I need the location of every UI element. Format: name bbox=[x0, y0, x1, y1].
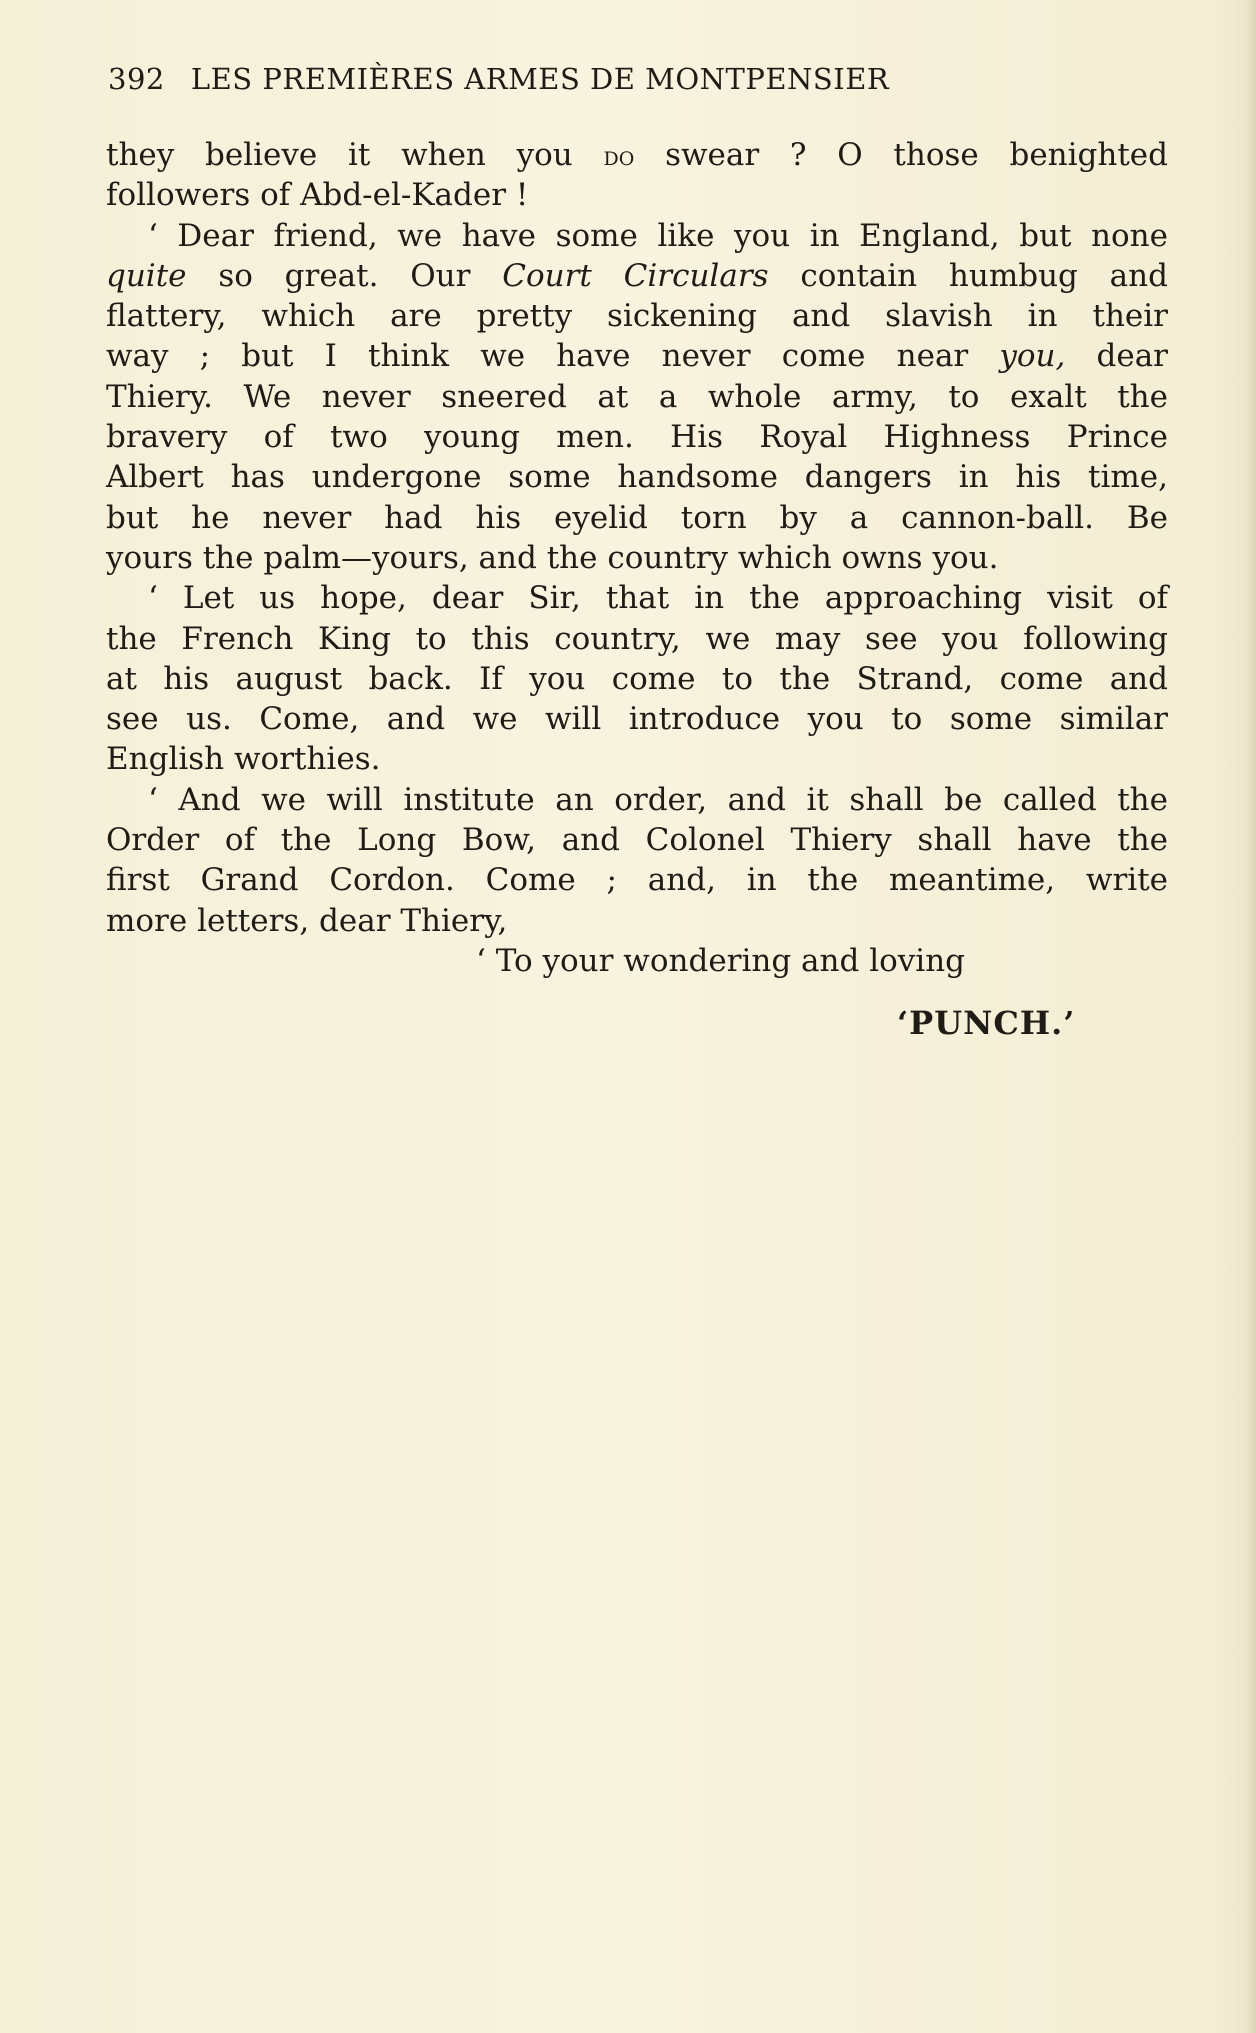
text-line-20: more letters, dear Thiery, bbox=[106, 902, 508, 939]
text-line-16: English worthies. bbox=[106, 741, 381, 778]
text-line-18: Order of the Long Bow, and Colonel Thiery shall have the bbox=[106, 822, 1168, 859]
running-header bbox=[108, 62, 1168, 96]
signature-punch: ‘PUNCH.’ bbox=[897, 1004, 1076, 1042]
text-line-19: first Grand Cordon. Come ; and, in the meantime, write bbox=[106, 862, 1168, 899]
text-line-1: they believe it when you do swear ? O those benighted bbox=[106, 137, 1168, 173]
text-line-13: the French King to this country, we may see you following bbox=[106, 620, 1168, 657]
text-line-10: but he never had his eyelid torn by a cannon-ball. Be bbox=[106, 499, 1168, 536]
text-line-17: ‘ And we will institute an order, and it shall be called the bbox=[148, 781, 1168, 818]
letter-text bbox=[106, 135, 1168, 981]
text-line-15: see us. Come, and we will introduce you to some similar bbox=[106, 701, 1168, 738]
text-line-3: ‘ Dear friend, we have some like you in England, but none bbox=[148, 217, 1168, 254]
page-edge-shadow bbox=[1246, 0, 1256, 2033]
text-line-4: quite so great. Our Court Circulars contain humbug and bbox=[106, 257, 1168, 294]
text-line-2: followers of Abd-el-Kader ! bbox=[106, 177, 529, 214]
closing-line: ‘ To your wondering and loving bbox=[476, 942, 966, 979]
text-line-9: Albert has undergone some handsome dangers in his time, bbox=[106, 459, 1168, 496]
text-line-6: way ; but I think we have never come near you, dear bbox=[106, 338, 1168, 375]
text-line-14: at his august back. If you come to the Strand, come and bbox=[106, 660, 1168, 697]
text-line-11: yours the palm—yours, and the country which owns you. bbox=[106, 539, 999, 576]
text-line-12: ‘ Let us hope, dear Sir, that in the approaching visit of bbox=[148, 580, 1168, 617]
text-line-5: flattery, which are pretty sickening and slavish in their bbox=[106, 298, 1168, 335]
running-title: LES PREMIÈRES ARMES DE MONTPENSIER bbox=[190, 62, 890, 96]
text-line-7: Thiery. We never sneered at a whole army, to exalt the bbox=[106, 378, 1168, 415]
page-number: 392 bbox=[108, 62, 165, 96]
text-line-8: bravery of two young men. His Royal Highness Prince bbox=[106, 419, 1168, 456]
